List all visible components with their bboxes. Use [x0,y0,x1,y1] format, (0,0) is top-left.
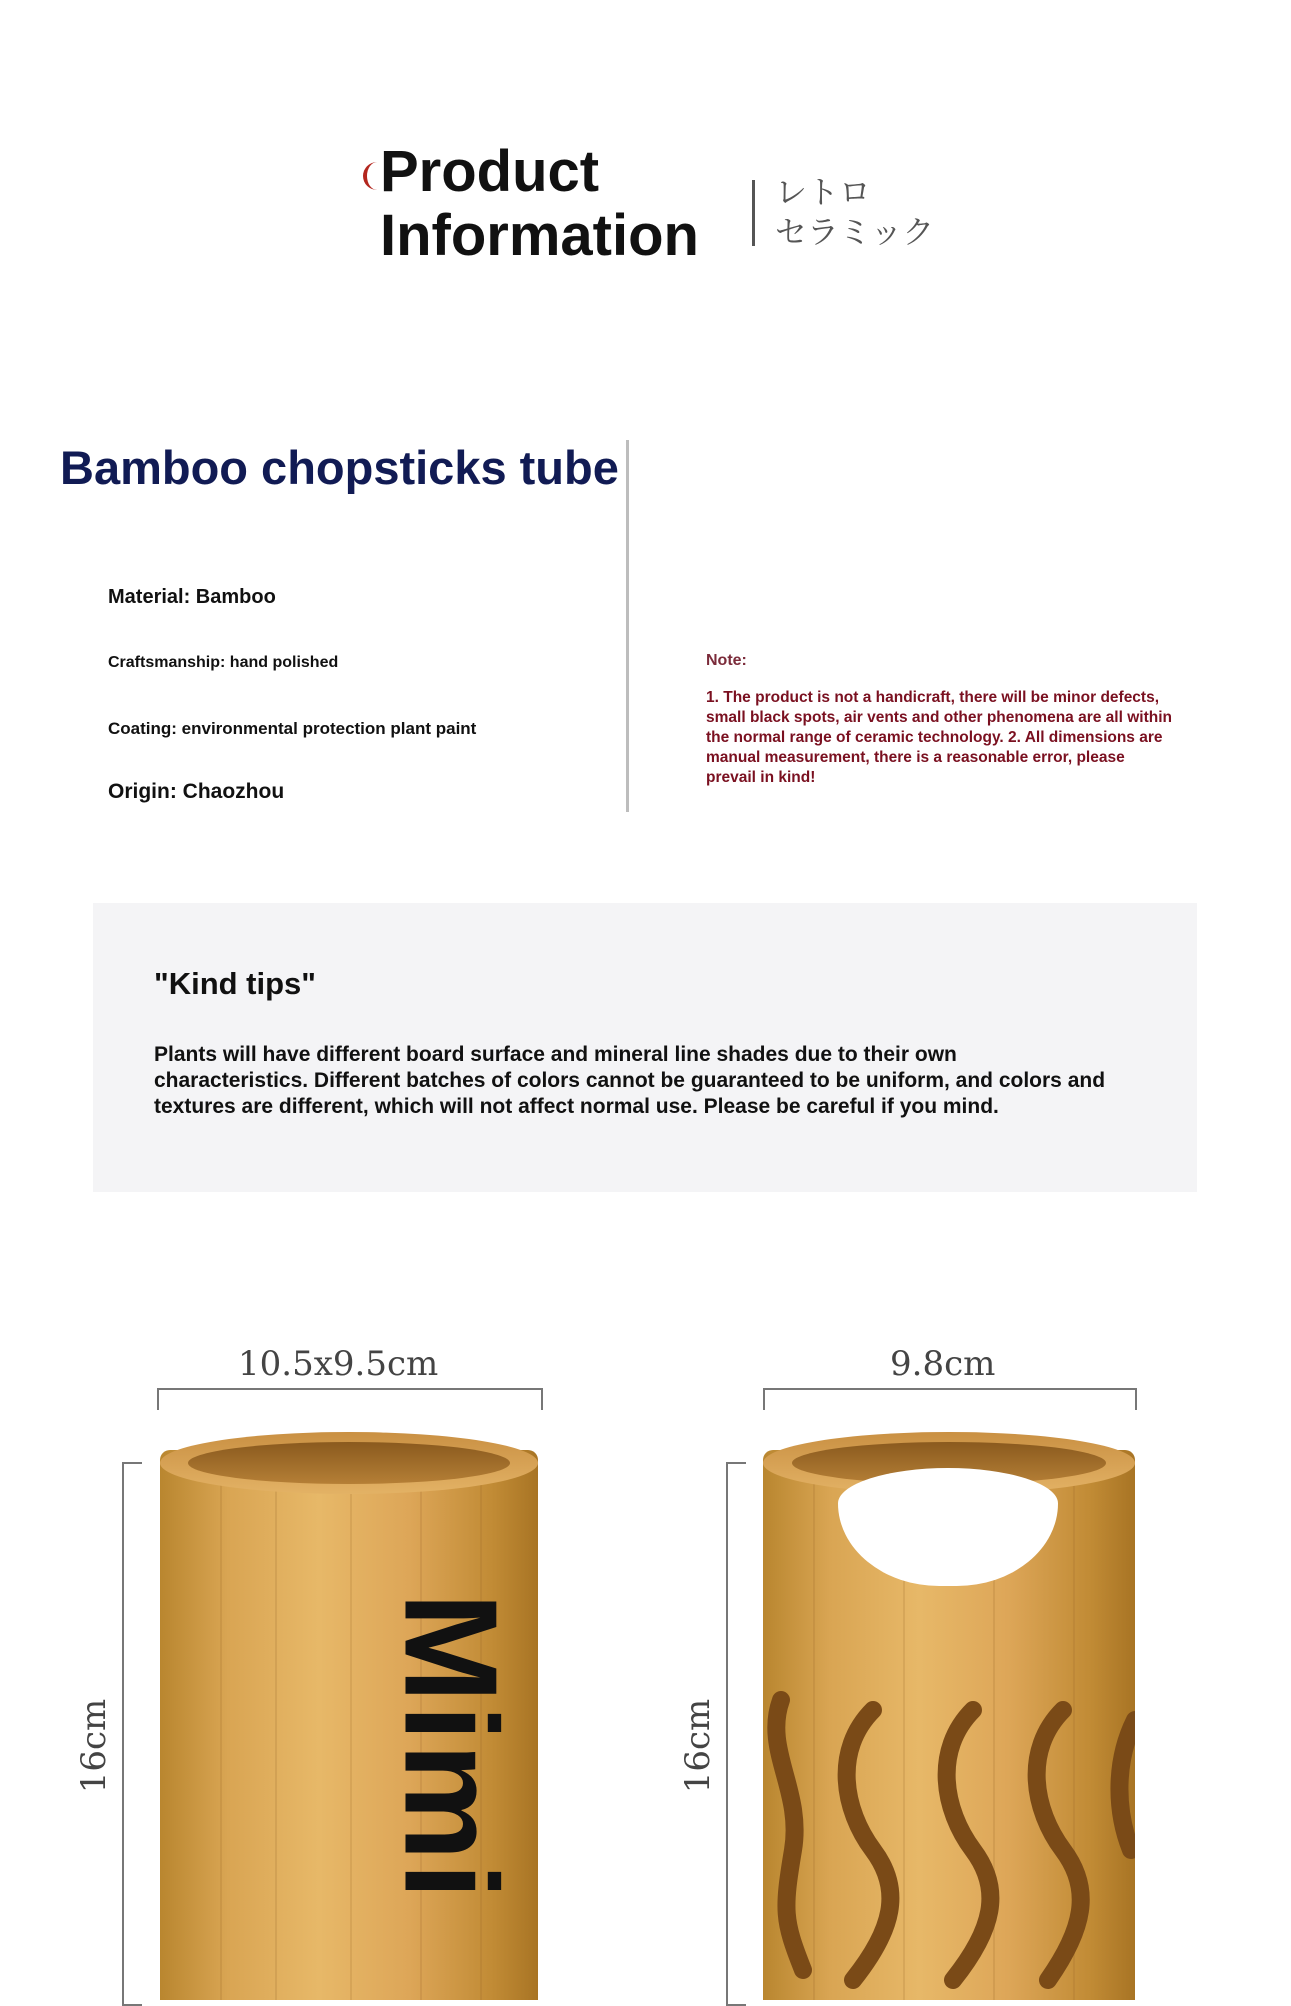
left-tube-opening [188,1442,510,1484]
product-name: Bamboo chopsticks tube [60,441,619,494]
page-title-line2: Information [380,203,699,268]
engraving-mimi [366,1582,536,1912]
note-label: Note: [706,652,747,669]
right-height-bracket [726,1462,746,2006]
note-text: 1. The product is not a handicraft, there will be minor defects, small black spots, air vents and other phenomena are all within the normal range of ceramic technology. 2. All dimensions are manual measurement, there is a reasonable error, please prevail in kind! [706,689,1172,786]
left-width-label: 10.5x9.5cm [238,1344,439,1384]
kind-tips-title: "Kind tips" [154,966,316,1001]
kind-tips-body: Plants will have different board surface and mineral line shades due to their own characteristics. Different batches of colors cannot be guaranteed to be uniform, and colors and textures are different, which will not affect normal use. Please be careful if you mind. [154,1043,1106,1118]
page-title-line1: Product [380,139,600,204]
spec-craftsmanship: Craftsmanship: hand polished [108,654,339,671]
left-height-bracket [122,1462,142,2006]
spec-origin: Origin: Chaozhou [108,780,285,803]
right-width-label: 9.8cm [890,1344,996,1384]
jp-line1: レトロ [775,173,872,211]
right-width-bracket [763,1388,1137,1410]
section-divider [626,440,629,812]
header-accent-mark [363,162,381,190]
left-height-label: 16cm [74,1698,114,1794]
spec-material: Material: Bamboo [108,586,276,608]
header-divider [752,180,755,246]
jp-line2: セラミック [775,213,935,251]
left-width-bracket [157,1388,543,1410]
spec-coating: Coating: environmental protection plant paint [108,719,477,738]
page-title [380,140,699,268]
right-height-label: 16cm [678,1698,718,1794]
engraving-text: Mimi [377,1592,525,1902]
header-japanese-subtitle [775,172,934,252]
